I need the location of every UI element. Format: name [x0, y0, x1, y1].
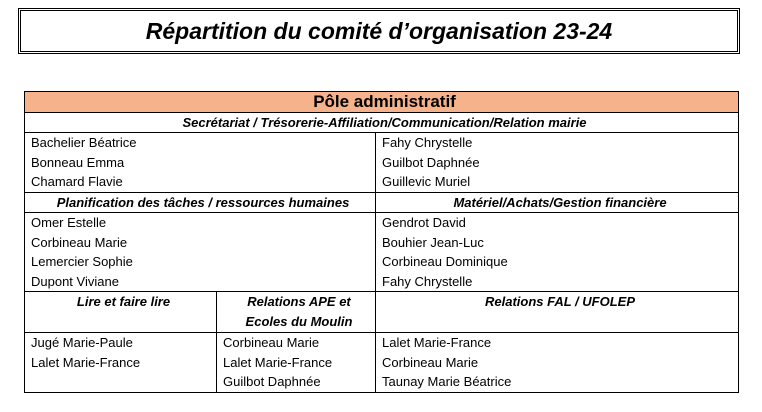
planification-header: Planification des tâches / ressources humaines	[25, 192, 376, 213]
committee-table	[24, 91, 739, 393]
list-item: Fahy Chrystelle	[382, 273, 473, 289]
relations-header-row	[25, 292, 739, 333]
secretariat-left-cell	[25, 133, 376, 193]
list-item: Taunay Marie Béatrice	[382, 374, 512, 389]
secretariat-right-cell	[376, 133, 739, 193]
list-item: Guillevic Muriel	[382, 174, 471, 189]
list-item: Guilbot Daphnée	[382, 154, 480, 170]
list-item: Fahy Chrystelle	[382, 135, 473, 150]
list-item: Omer Estelle	[31, 215, 107, 230]
secretariat-header-row	[25, 112, 739, 133]
relations-names-row	[25, 333, 739, 393]
pole-header: Pôle administratif	[25, 92, 739, 113]
list-item: Corbineau Marie	[382, 354, 479, 370]
list-item: Bonneau Emma	[31, 154, 125, 170]
materiel-cell	[376, 213, 739, 292]
list-item: Dupont Viviane	[31, 273, 119, 289]
lire-header-label: Lire et faire lire	[76, 294, 171, 309]
list-item: Chamard Flavie	[31, 174, 123, 189]
ape-header-line1: Relations APE et	[247, 294, 351, 309]
ape-cell	[217, 333, 376, 393]
list-item: Guilbot Daphnée	[223, 374, 321, 389]
fal-cell	[376, 333, 739, 393]
materiel-header: Matériel/Achats/Gestion financière	[376, 192, 739, 213]
planification-cell	[25, 213, 376, 292]
list-item: Corbineau Dominique	[382, 254, 508, 269]
list-item: Bachelier Béatrice	[31, 135, 137, 150]
list-item: Lalet Marie-France	[223, 354, 333, 370]
list-item: Lalet Marie-France	[382, 335, 492, 350]
list-item: Corbineau Marie	[223, 335, 320, 350]
page-title: Répartition du comité d’organisation 23-24	[145, 17, 613, 44]
fal-header	[376, 292, 739, 333]
planification-header-row	[25, 192, 739, 213]
list-item: Lalet Marie-France	[31, 354, 141, 370]
pole-header-row	[25, 92, 739, 113]
title-box	[18, 8, 740, 54]
ape-header	[217, 292, 376, 333]
list-item: Gendrot David	[382, 215, 466, 230]
secretariat-header: Secrétariat / Trésorerie-Affiliation/Communication/Relation mairie	[25, 112, 739, 133]
planification-names-row	[25, 213, 739, 292]
ape-header-line2: Ecoles du Moulin	[245, 313, 353, 329]
list-item: Jugé Marie-Paule	[31, 335, 133, 350]
lire-header	[25, 292, 217, 333]
secretariat-names-row	[25, 133, 739, 193]
list-item: Corbineau Marie	[31, 234, 128, 250]
fal-header-label: Relations FAL / UFOLEP	[485, 294, 636, 309]
list-item: Lemercier Sophie	[31, 254, 133, 269]
lire-cell	[25, 333, 217, 393]
list-item: Bouhier Jean-Luc	[382, 234, 484, 250]
